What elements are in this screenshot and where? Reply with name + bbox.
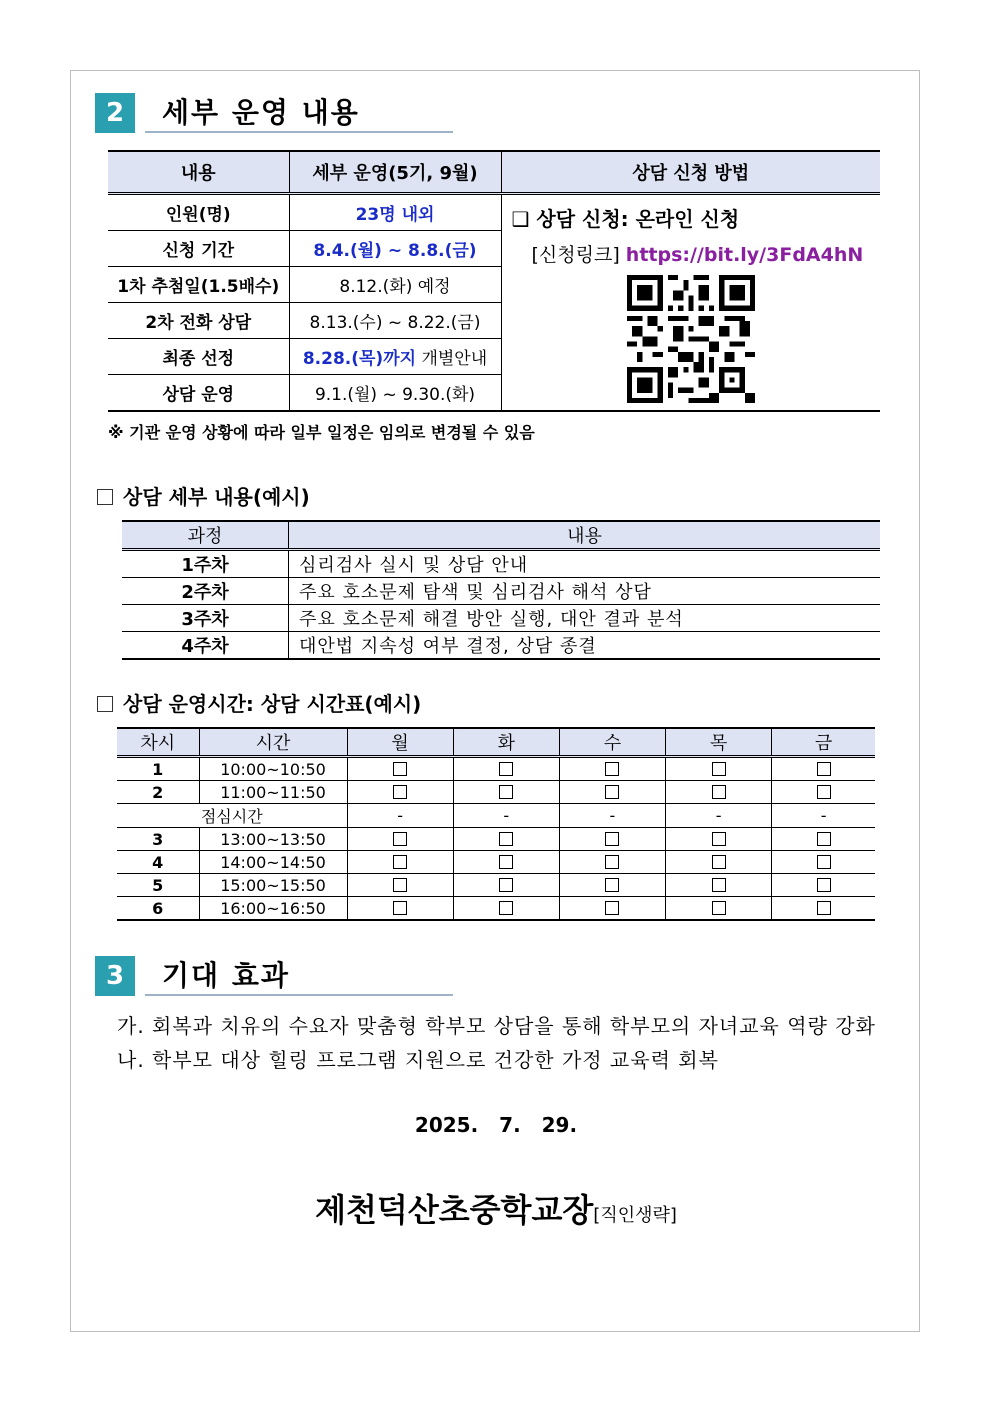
header-operation: 세부 운영(5기, 9월)	[289, 151, 501, 194]
day-cell	[559, 874, 665, 897]
counsel-detail-title: 상담 세부 내용(예시)	[123, 485, 310, 509]
checkbox[interactable]	[499, 855, 513, 869]
checkbox[interactable]	[712, 832, 726, 846]
checkbox[interactable]	[499, 762, 513, 776]
section-number: 3	[95, 956, 135, 996]
day-cell	[453, 851, 559, 874]
apply-link-line	[512, 240, 881, 267]
apply-link-label: [신청링크]	[531, 244, 620, 266]
week-cell: 2주차	[122, 578, 289, 605]
lunch-cell: 점심시간	[117, 804, 347, 828]
day-cell	[347, 757, 453, 781]
effect-item: 가. 회복과 치유의 수요자 맞춤형 학부모 상담을 통해 학부모의 자녀교육 역량 강화	[117, 1014, 876, 1038]
lunch-dash: -	[453, 804, 559, 828]
time-cell: 14:00~14:50	[199, 851, 347, 874]
day-cell	[666, 828, 772, 851]
day-cell	[666, 897, 772, 921]
session-cell: 6	[117, 897, 199, 921]
schedule-row	[117, 781, 875, 804]
session-cell: 2	[117, 781, 199, 804]
square-bullet-icon	[97, 696, 113, 712]
signature	[0, 1185, 992, 1231]
session-cell: 3	[117, 828, 199, 851]
row-label: 1차 추첨일(1.5배수)	[108, 267, 289, 303]
checkbox[interactable]	[712, 855, 726, 869]
schedule-row	[117, 804, 875, 828]
row-label: 상담 운영	[108, 375, 289, 412]
row-label: 인원(명)	[108, 194, 289, 231]
checkbox[interactable]	[817, 785, 831, 799]
row-label: 신청 기간	[108, 231, 289, 267]
row-value-rest: 개별안내	[421, 349, 488, 369]
lunch-dash: -	[347, 804, 453, 828]
checkbox[interactable]	[817, 878, 831, 892]
schedule-row	[117, 851, 875, 874]
day-cell	[666, 757, 772, 781]
session-cell: 5	[117, 874, 199, 897]
time-cell: 13:00~13:50	[199, 828, 347, 851]
day-cell	[559, 781, 665, 804]
counsel-detail-table	[122, 520, 880, 660]
time-cell: 15:00~15:50	[199, 874, 347, 897]
day-cell	[772, 851, 875, 874]
row-value: 9.1.(월) ~ 9.30.(화)	[289, 375, 501, 412]
schedule-header: 금	[772, 728, 875, 757]
principal-name: 제천덕산초중학교장	[315, 1191, 594, 1229]
checkbox[interactable]	[393, 762, 407, 776]
checkbox[interactable]	[393, 855, 407, 869]
day-cell	[666, 781, 772, 804]
week-cell: 4주차	[122, 632, 289, 660]
row-value	[289, 339, 501, 375]
time-cell: 11:00~11:50	[199, 781, 347, 804]
session-cell: 1	[117, 757, 199, 781]
qr-code-icon[interactable]	[627, 275, 755, 403]
day-cell	[453, 828, 559, 851]
content-cell: 주요 호소문제 탐색 및 심리검사 해석 상담	[289, 578, 881, 605]
day-cell	[666, 874, 772, 897]
day-cell	[453, 897, 559, 921]
header-content: 내용	[108, 151, 289, 194]
checkbox[interactable]	[393, 878, 407, 892]
checkbox[interactable]	[605, 832, 619, 846]
lunch-dash: -	[666, 804, 772, 828]
checkbox[interactable]	[499, 878, 513, 892]
day-cell	[347, 874, 453, 897]
day-cell	[347, 897, 453, 921]
schedule-header: 시간	[199, 728, 347, 757]
day-cell	[666, 851, 772, 874]
schedule-title: 상담 운영시간: 상담 시간표(예시)	[123, 692, 422, 716]
row-label: 최종 선정	[108, 339, 289, 375]
day-cell	[453, 757, 559, 781]
week-cell: 3주차	[122, 605, 289, 632]
row-value: 23명 내외	[289, 194, 501, 231]
schedule-row	[117, 897, 875, 921]
row-value: 8.12.(화) 예정	[289, 267, 501, 303]
schedule-header: 목	[666, 728, 772, 757]
lunch-dash: -	[559, 804, 665, 828]
schedule-header: 차시	[117, 728, 199, 757]
operation-detail-table	[108, 150, 880, 412]
day-cell	[559, 757, 665, 781]
schedule-header: 수	[559, 728, 665, 757]
checkbox[interactable]	[499, 785, 513, 799]
schedule-header: 화	[453, 728, 559, 757]
checkbox[interactable]	[393, 901, 407, 915]
day-cell	[559, 897, 665, 921]
checkbox[interactable]	[712, 785, 726, 799]
document-date: 2025. 7. 29.	[414, 1113, 578, 1137]
day-cell	[559, 828, 665, 851]
content-cell: 주요 호소문제 해결 방안 실행, 대안 결과 분석	[289, 605, 881, 632]
day-cell	[453, 781, 559, 804]
content-cell: 심리검사 실시 및 상담 안내	[289, 550, 881, 578]
header-course: 과정	[122, 521, 289, 550]
checkbox[interactable]	[817, 762, 831, 776]
checkbox[interactable]	[712, 878, 726, 892]
checkbox[interactable]	[393, 832, 407, 846]
checkbox[interactable]	[605, 762, 619, 776]
square-bullet-icon	[97, 489, 113, 505]
checkbox[interactable]	[605, 901, 619, 915]
schedule-row	[117, 828, 875, 851]
section-title: 세부 운영 내용	[162, 96, 360, 129]
schedule-row	[117, 757, 875, 781]
day-cell	[347, 781, 453, 804]
checkbox[interactable]	[817, 901, 831, 915]
section-underline	[145, 994, 453, 996]
time-cell: 16:00~16:50	[199, 897, 347, 921]
checkbox[interactable]	[605, 855, 619, 869]
day-cell	[559, 851, 665, 874]
apply-link-url[interactable]: https://bit.ly/3FdA4hN	[625, 244, 864, 266]
content-cell: 대안법 지속성 여부 결정, 상담 종결	[289, 632, 881, 660]
schedule-row	[117, 874, 875, 897]
row-label: 2차 전화 상담	[108, 303, 289, 339]
checkbox[interactable]	[499, 832, 513, 846]
day-cell	[772, 757, 875, 781]
schedule-header: 월	[347, 728, 453, 757]
checkbox[interactable]	[817, 832, 831, 846]
seal-omitted: [직인생략]	[593, 1205, 677, 1226]
checkbox[interactable]	[605, 785, 619, 799]
day-cell	[347, 828, 453, 851]
checkbox[interactable]	[605, 878, 619, 892]
session-cell: 4	[117, 851, 199, 874]
week-cell: 1주차	[122, 550, 289, 578]
counsel-detail-heading	[97, 481, 310, 510]
row-value-highlight: 8.28.(목)까지	[302, 349, 417, 369]
day-cell	[772, 897, 875, 921]
checkbox[interactable]	[712, 901, 726, 915]
checkbox[interactable]	[712, 762, 726, 776]
day-cell	[772, 781, 875, 804]
header-content: 내용	[289, 521, 881, 550]
apply-title: ❑ 상담 신청: 온라인 신청	[511, 207, 740, 231]
checkbox[interactable]	[817, 855, 831, 869]
checkbox[interactable]	[393, 785, 407, 799]
row-value: 8.4.(월) ~ 8.8.(금)	[289, 231, 501, 267]
section-title: 기대 효과	[162, 959, 290, 992]
day-cell	[772, 828, 875, 851]
time-cell: 10:00~10:50	[199, 757, 347, 781]
apply-method-cell	[501, 194, 880, 412]
row-value: 8.13.(수) ~ 8.22.(금)	[289, 303, 501, 339]
schedule-heading	[97, 688, 421, 717]
lunch-dash: -	[772, 804, 875, 828]
schedule-table	[117, 727, 875, 921]
day-cell	[453, 874, 559, 897]
header-apply-method: 상담 신청 방법	[501, 151, 880, 194]
day-cell	[772, 874, 875, 897]
section-number: 2	[95, 93, 135, 133]
day-cell	[347, 851, 453, 874]
section-underline	[145, 131, 453, 133]
schedule-note: ※ 기관 운영 상황에 따라 일부 일정은 임의로 변경될 수 있음	[108, 423, 535, 442]
checkbox[interactable]	[499, 901, 513, 915]
effect-item: 나. 학부모 대상 힐링 프로그램 지원으로 건강한 가정 교육력 회복	[117, 1048, 719, 1072]
